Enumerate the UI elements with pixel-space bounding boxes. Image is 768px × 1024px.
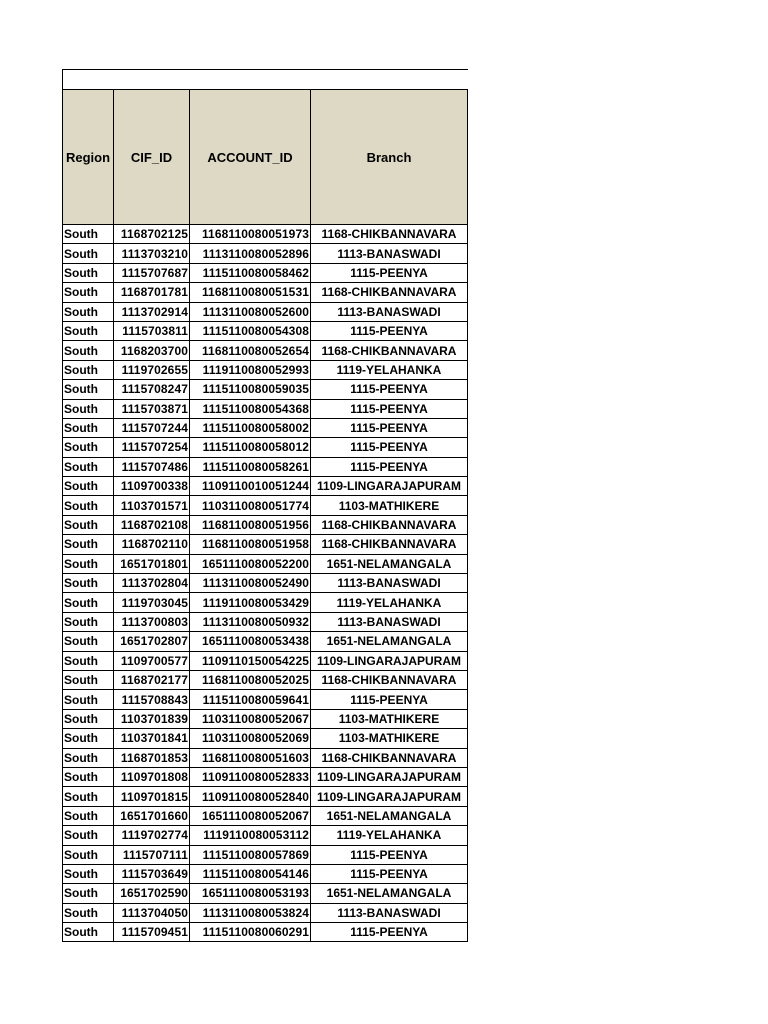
cell-account-id: 1115110080054146 (190, 864, 311, 883)
cell-region: South (63, 321, 114, 340)
cell-branch: 1115-PEENYA (311, 923, 468, 942)
cell-account-id: 1119110080053429 (190, 593, 311, 612)
table-row (63, 244, 468, 263)
table-row (63, 302, 468, 321)
cell-region: South (63, 593, 114, 612)
table-row (63, 225, 468, 244)
cell-branch: 1109-LINGARAJAPURAM (311, 651, 468, 670)
cell-account-id: 1168110080051973 (190, 225, 311, 244)
table-row (63, 263, 468, 282)
cell-region: South (63, 244, 114, 263)
cell-account-id: 1115110080060291 (190, 923, 311, 942)
cell-branch: 1168-CHIKBANNAVARA (311, 225, 468, 244)
cell-account-id: 1115110080059641 (190, 690, 311, 709)
cell-branch: 1103-MATHIKERE (311, 709, 468, 728)
table-row (63, 690, 468, 709)
cell-branch: 1103-MATHIKERE (311, 496, 468, 515)
cell-region: South (63, 399, 114, 418)
cell-region: South (63, 302, 114, 321)
cell-cif-id: 1119703045 (114, 593, 190, 612)
cell-cif-id: 1115707254 (114, 438, 190, 457)
cell-branch: 1119-YELAHANKA (311, 360, 468, 379)
cell-account-id: 1113110080052896 (190, 244, 311, 263)
cell-cif-id: 1119702655 (114, 360, 190, 379)
cell-cif-id: 1109700338 (114, 477, 190, 496)
cell-branch: 1109-LINGARAJAPURAM (311, 767, 468, 786)
table-row (63, 283, 468, 302)
data-table (62, 69, 468, 942)
cell-cif-id: 1113702804 (114, 574, 190, 593)
table-row (63, 806, 468, 825)
table-row (63, 767, 468, 786)
cell-account-id: 1115110080058002 (190, 418, 311, 437)
cell-cif-id: 1115708247 (114, 380, 190, 399)
cell-account-id: 1103110080052067 (190, 709, 311, 728)
cell-region: South (63, 729, 114, 748)
table-row (63, 651, 468, 670)
cell-branch: 1168-CHIKBANNAVARA (311, 283, 468, 302)
cell-branch: 1109-LINGARAJAPURAM (311, 787, 468, 806)
cell-branch: 1115-PEENYA (311, 263, 468, 282)
cell-account-id: 1168110080051531 (190, 283, 311, 302)
cell-account-id: 1651110080052067 (190, 806, 311, 825)
cell-cif-id: 1103701571 (114, 496, 190, 515)
cell-branch: 1115-PEENYA (311, 321, 468, 340)
cell-cif-id: 1115703649 (114, 864, 190, 883)
cell-region: South (63, 748, 114, 767)
table-row (63, 418, 468, 437)
cell-account-id: 1115110080058261 (190, 457, 311, 476)
cell-account-id: 1168110080052654 (190, 341, 311, 360)
cell-account-id: 1113110080050932 (190, 612, 311, 631)
cell-cif-id: 1168702125 (114, 225, 190, 244)
cell-region: South (63, 632, 114, 651)
cell-branch: 1113-BANASWADI (311, 302, 468, 321)
table-row (63, 826, 468, 845)
cell-account-id: 1103110080051774 (190, 496, 311, 515)
cell-region: South (63, 923, 114, 942)
cell-cif-id: 1115707244 (114, 418, 190, 437)
cell-account-id: 1119110080052993 (190, 360, 311, 379)
cell-branch: 1168-CHIKBANNAVARA (311, 535, 468, 554)
cell-account-id: 1168110080051603 (190, 748, 311, 767)
header-region: Region (63, 90, 114, 225)
cell-branch: 1651-NELAMANGALA (311, 884, 468, 903)
table-row (63, 438, 468, 457)
header-branch: Branch (311, 90, 468, 225)
cell-region: South (63, 864, 114, 883)
cell-cif-id: 1113703210 (114, 244, 190, 263)
cell-region: South (63, 670, 114, 689)
table-row (63, 457, 468, 476)
cell-region: South (63, 457, 114, 476)
cell-branch: 1119-YELAHANKA (311, 593, 468, 612)
table-row (63, 729, 468, 748)
cell-cif-id: 1103701841 (114, 729, 190, 748)
cell-account-id: 1113110080053824 (190, 903, 311, 922)
cell-region: South (63, 709, 114, 728)
cell-branch: 1115-PEENYA (311, 864, 468, 883)
table-row (63, 574, 468, 593)
header-row (63, 90, 468, 225)
cell-region: South (63, 651, 114, 670)
cell-branch: 1115-PEENYA (311, 438, 468, 457)
cell-branch: 1168-CHIKBANNAVARA (311, 748, 468, 767)
cell-region: South (63, 787, 114, 806)
cell-account-id: 1168110080051956 (190, 515, 311, 534)
table-row (63, 845, 468, 864)
cell-region: South (63, 515, 114, 534)
cell-cif-id: 1113702914 (114, 302, 190, 321)
cell-region: South (63, 418, 114, 437)
cell-cif-id: 1113704050 (114, 903, 190, 922)
cell-account-id: 1115110080054308 (190, 321, 311, 340)
cell-region: South (63, 574, 114, 593)
cell-account-id: 1168110080052025 (190, 670, 311, 689)
cell-region: South (63, 903, 114, 922)
cell-region: South (63, 806, 114, 825)
table-row (63, 535, 468, 554)
cell-cif-id: 1109700577 (114, 651, 190, 670)
cell-cif-id: 1168702177 (114, 670, 190, 689)
cell-account-id: 1115110080057869 (190, 845, 311, 864)
cell-region: South (63, 477, 114, 496)
cell-branch: 1115-PEENYA (311, 690, 468, 709)
table-row (63, 554, 468, 573)
cell-account-id: 1115110080058462 (190, 263, 311, 282)
cell-branch: 1115-PEENYA (311, 457, 468, 476)
cell-account-id: 1103110080052069 (190, 729, 311, 748)
blank-row (63, 70, 468, 90)
cell-account-id: 1109110080052840 (190, 787, 311, 806)
cell-region: South (63, 263, 114, 282)
cell-branch: 1168-CHIKBANNAVARA (311, 341, 468, 360)
cell-account-id: 1168110080051958 (190, 535, 311, 554)
cell-region: South (63, 612, 114, 631)
cell-account-id: 1113110080052490 (190, 574, 311, 593)
cell-region: South (63, 380, 114, 399)
cell-account-id: 1115110080058012 (190, 438, 311, 457)
header-cif-id: CIF_ID (114, 90, 190, 225)
cell-region: South (63, 554, 114, 573)
cell-cif-id: 1115703871 (114, 399, 190, 418)
cell-account-id: 1651110080053193 (190, 884, 311, 903)
cell-cif-id: 1119702774 (114, 826, 190, 845)
cell-region: South (63, 690, 114, 709)
cell-branch: 1168-CHIKBANNAVARA (311, 515, 468, 534)
table-row (63, 864, 468, 883)
cell-region: South (63, 535, 114, 554)
cell-account-id: 1651110080053438 (190, 632, 311, 651)
cell-account-id: 1115110080059035 (190, 380, 311, 399)
cell-region: South (63, 767, 114, 786)
table-row (63, 923, 468, 942)
cell-region: South (63, 826, 114, 845)
cell-region: South (63, 283, 114, 302)
cell-cif-id: 1651701660 (114, 806, 190, 825)
cell-branch: 1168-CHIKBANNAVARA (311, 670, 468, 689)
cell-account-id: 1651110080052200 (190, 554, 311, 573)
cell-region: South (63, 225, 114, 244)
cell-region: South (63, 496, 114, 515)
cell-cif-id: 1168702110 (114, 535, 190, 554)
cell-account-id: 1113110080052600 (190, 302, 311, 321)
table-row (63, 903, 468, 922)
cell-branch: 1119-YELAHANKA (311, 826, 468, 845)
table-row (63, 670, 468, 689)
cell-branch: 1103-MATHIKERE (311, 729, 468, 748)
cell-cif-id: 1651701801 (114, 554, 190, 573)
cell-branch: 1651-NELAMANGALA (311, 554, 468, 573)
table-row (63, 612, 468, 631)
table-row (63, 341, 468, 360)
cell-branch: 1113-BANASWADI (311, 903, 468, 922)
cell-account-id: 1109110150054225 (190, 651, 311, 670)
cell-branch: 1115-PEENYA (311, 845, 468, 864)
cell-cif-id: 1109701808 (114, 767, 190, 786)
cell-cif-id: 1168701853 (114, 748, 190, 767)
cell-region: South (63, 845, 114, 864)
table-row (63, 515, 468, 534)
table-row (63, 321, 468, 340)
cell-branch: 1115-PEENYA (311, 418, 468, 437)
cell-branch: 1113-BANASWADI (311, 612, 468, 631)
cell-region: South (63, 438, 114, 457)
cell-region: South (63, 341, 114, 360)
cell-branch: 1113-BANASWADI (311, 244, 468, 263)
table-row (63, 477, 468, 496)
table-row (63, 593, 468, 612)
cell-cif-id: 1109701815 (114, 787, 190, 806)
cell-cif-id: 1113700803 (114, 612, 190, 631)
cell-account-id: 1119110080053112 (190, 826, 311, 845)
table-row (63, 360, 468, 379)
cell-cif-id: 1115707111 (114, 845, 190, 864)
cell-region: South (63, 884, 114, 903)
table-row (63, 496, 468, 515)
cell-cif-id: 1115708843 (114, 690, 190, 709)
table-row (63, 748, 468, 767)
table-row (63, 884, 468, 903)
table-row (63, 632, 468, 651)
blank-cell (63, 70, 468, 90)
table-row (63, 380, 468, 399)
cell-branch: 1113-BANASWADI (311, 574, 468, 593)
table-row (63, 709, 468, 728)
cell-account-id: 1109110010051244 (190, 477, 311, 496)
cell-cif-id: 1115707486 (114, 457, 190, 476)
cell-cif-id: 1168203700 (114, 341, 190, 360)
cell-branch: 1109-LINGARAJAPURAM (311, 477, 468, 496)
cell-account-id: 1115110080054368 (190, 399, 311, 418)
cell-cif-id: 1651702590 (114, 884, 190, 903)
cell-account-id: 1109110080052833 (190, 767, 311, 786)
cell-cif-id: 1115703811 (114, 321, 190, 340)
cell-branch: 1651-NELAMANGALA (311, 806, 468, 825)
header-account-id: ACCOUNT_ID (190, 90, 311, 225)
cell-cif-id: 1115709451 (114, 923, 190, 942)
cell-branch: 1115-PEENYA (311, 399, 468, 418)
cell-branch: 1651-NELAMANGALA (311, 632, 468, 651)
cell-branch: 1115-PEENYA (311, 380, 468, 399)
cell-cif-id: 1115707687 (114, 263, 190, 282)
table-row (63, 787, 468, 806)
cell-cif-id: 1651702807 (114, 632, 190, 651)
cell-region: South (63, 360, 114, 379)
cell-cif-id: 1168701781 (114, 283, 190, 302)
cell-cif-id: 1103701839 (114, 709, 190, 728)
cell-cif-id: 1168702108 (114, 515, 190, 534)
table-row (63, 399, 468, 418)
